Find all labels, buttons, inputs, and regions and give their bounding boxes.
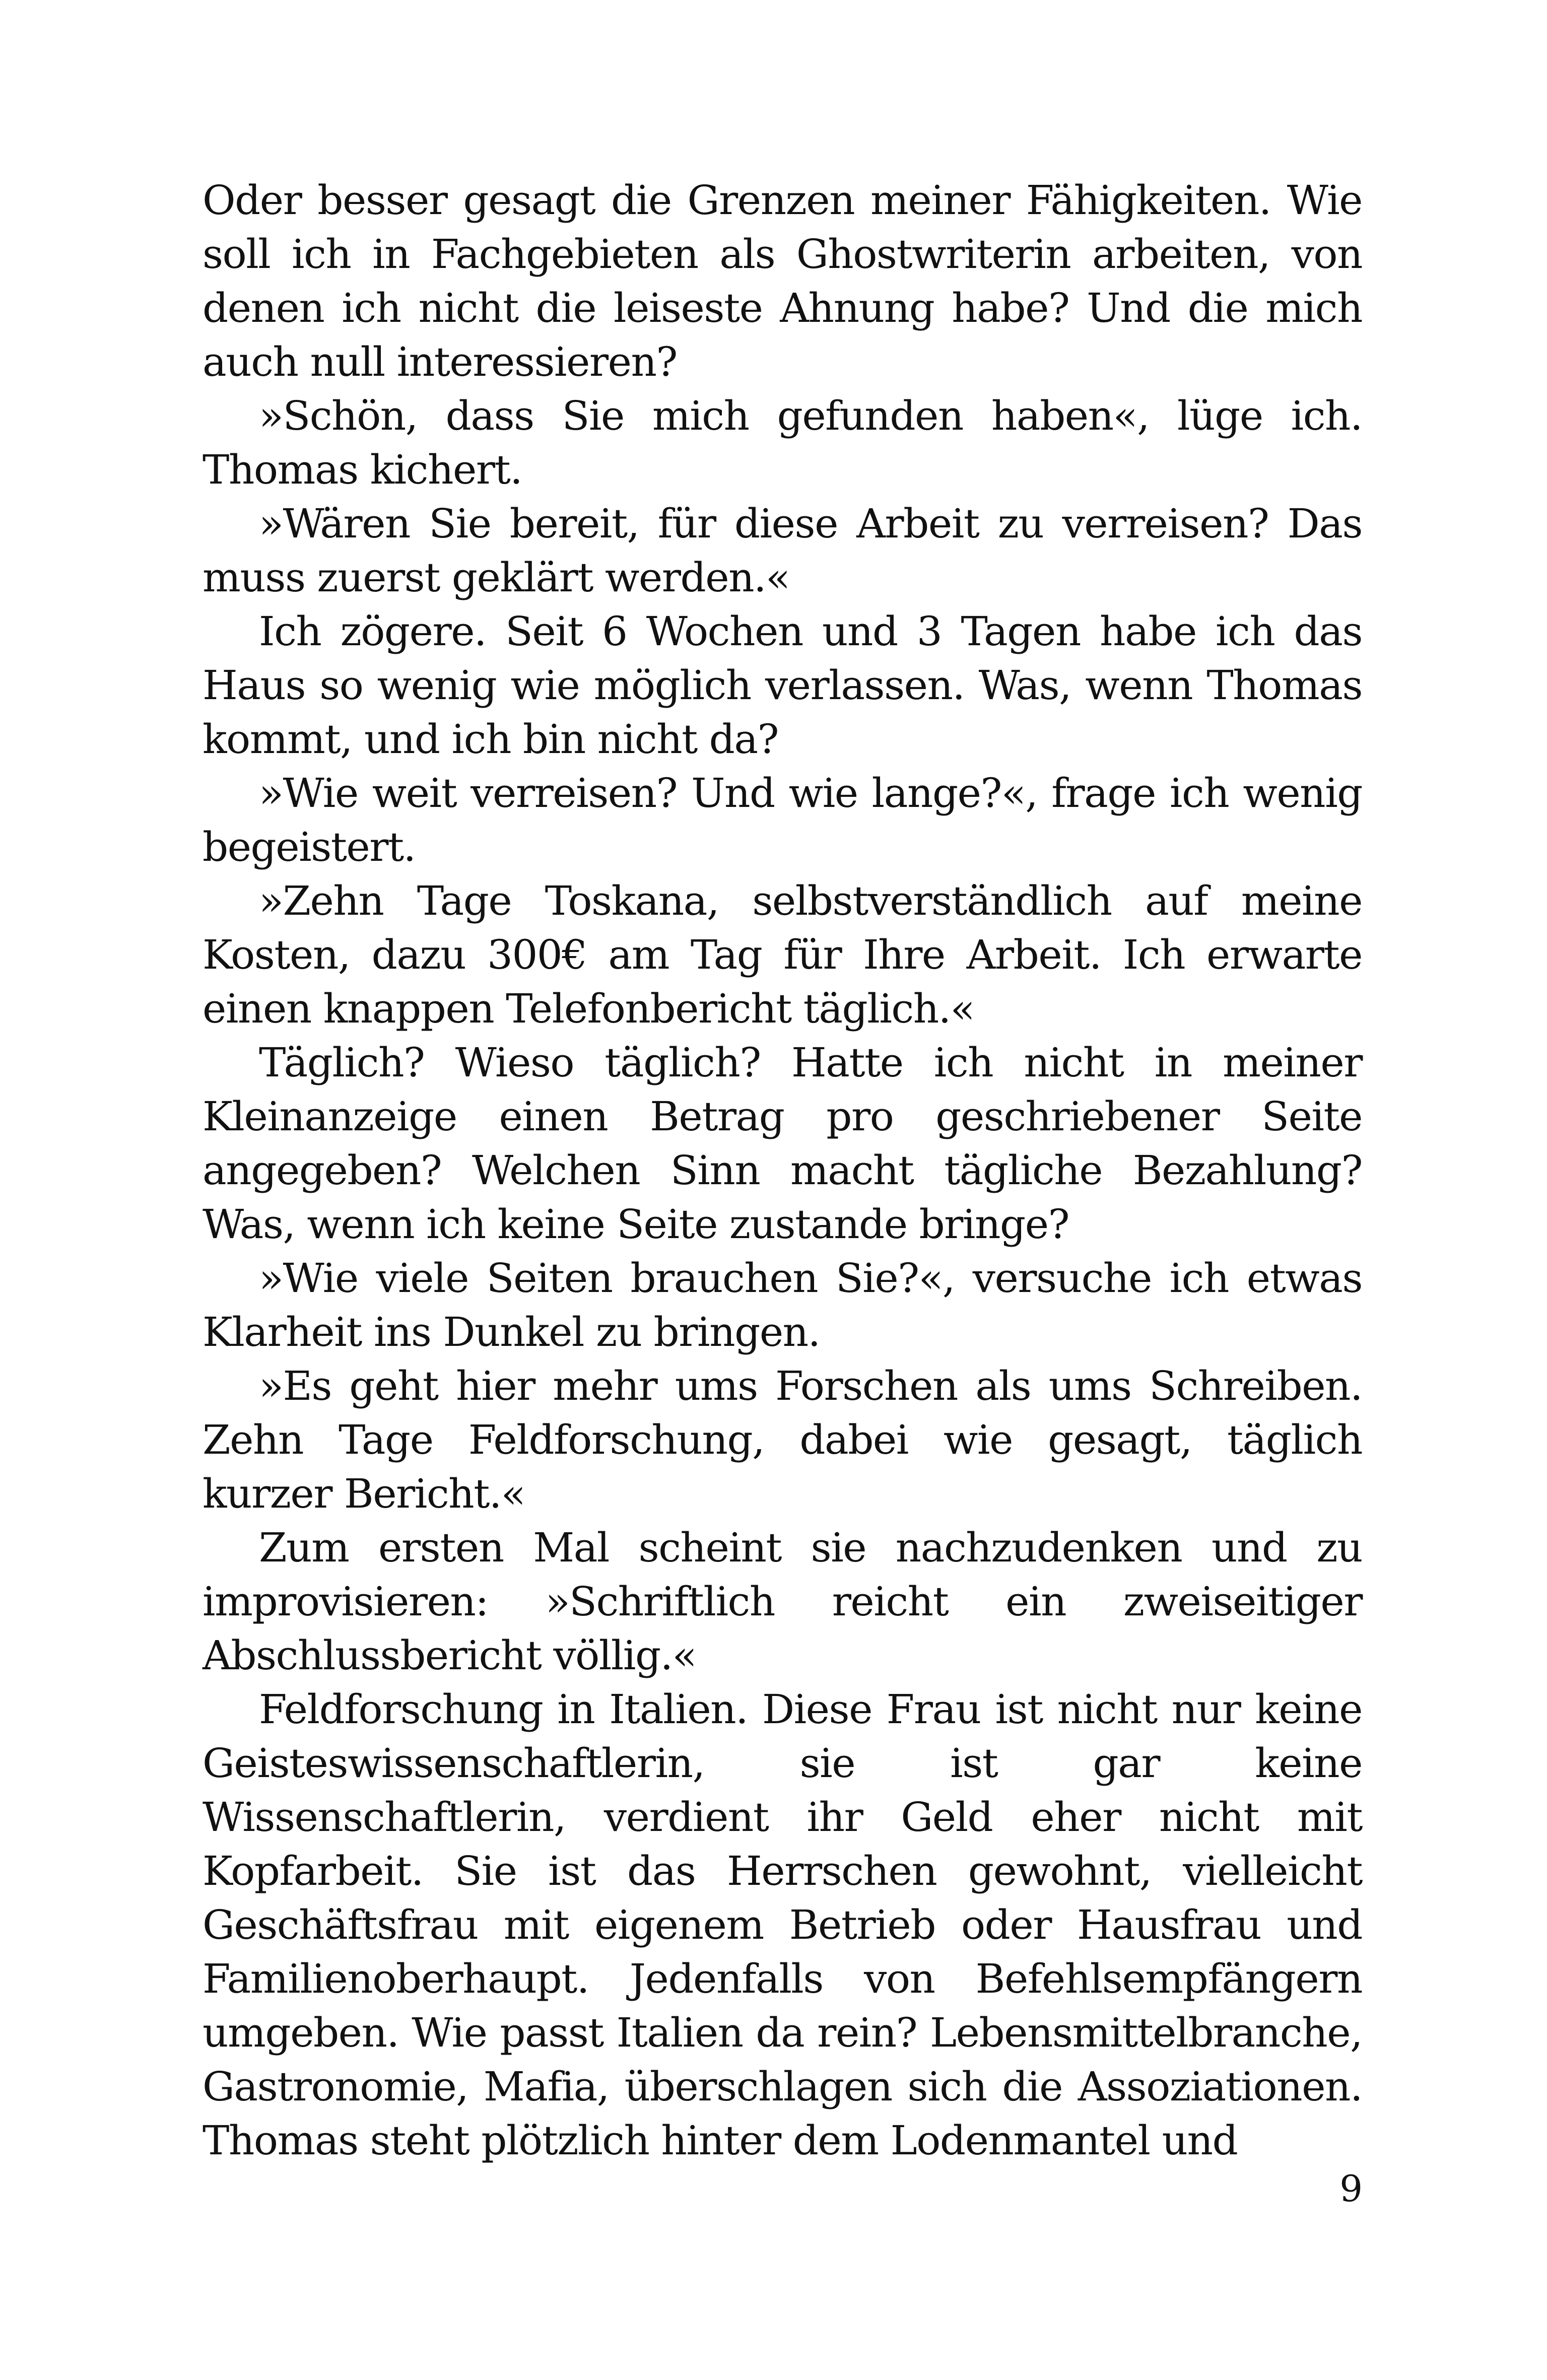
paragraph-11: Feldforschung in Italien. Diese Frau ist nicht nur keine Geisteswissenschaftlerin, sie ist gar keine Wissenschaftlerin, verdient ihr Geld eher nicht mit Kopfarbeit. Sie ist das Herrschen gewohnt, vielleicht Geschäftsfrau mit eigenem Betrieb oder Hausfrau und Familienoberhaupt. Jedenfalls von Befehlsempfängern umgeben. Wie passt Italien da rein? Lebensmittelbranche, Gastronomie, Mafia, überschlagen sich die Assoziationen. Thomas steht plötzlich hinter dem Lodenmantel und <box>203 1686 1362 2164</box>
paragraph-8: »Wie viele Seiten brauchen Sie?«, versuche ich etwas Klarheit ins Dunkel zu bringen. <box>203 1255 1362 1355</box>
page-number: 9 <box>1339 2167 1363 2210</box>
paragraph-2: »Schön, dass Sie mich gefunden haben«, lüge ich. Thomas kichert. <box>203 392 1362 493</box>
paragraph-9: »Es geht hier mehr ums Forschen als ums Schreiben. Zehn Tage Feldforschung, dabei wie gesagt, täglich kurzer Bericht.« <box>203 1363 1362 1517</box>
paragraph-5: »Wie weit verreisen? Und wie lange?«, frage ich wenig begeistert. <box>203 770 1362 870</box>
body-text <box>203 173 1362 2167</box>
paragraph-1: Oder besser gesagt die Grenzen meiner Fähigkeiten. Wie soll ich in Fachgebieten als Ghostwriterin arbeiten, von denen ich nicht die leiseste Ahnung habe? Und die mich auch null interessieren? <box>203 177 1362 385</box>
paragraph-4: Ich zögere. Seit 6 Wochen und 3 Tagen habe ich das Haus so wenig wie möglich verlassen. Was, wenn Thomas kommt, und ich bin nicht da? <box>203 608 1362 763</box>
paragraph-10: Zum ersten Mal scheint sie nachzudenken und zu improvisieren: »Schriftlich reicht ein zweiseitiger Abschlussbericht völlig.« <box>203 1524 1362 1679</box>
paragraph-3: »Wären Sie bereit, für diese Arbeit zu verreisen? Das muss zuerst geklärt werden.« <box>203 500 1362 601</box>
paragraph-7: Täglich? Wieso täglich? Hatte ich nicht in meiner Kleinanzeige einen Betrag pro geschriebener Seite angegeben? Welchen Sinn macht tägliche Bezahlung? Was, wenn ich keine Seite zustande bringe? <box>203 1039 1362 1248</box>
paragraph-6: »Zehn Tage Toskana, selbstverständlich auf meine Kosten, dazu 300€ am Tag für Ihre Arbeit. Ich erwarte einen knappen Telefonbericht täglich.« <box>203 877 1362 1032</box>
